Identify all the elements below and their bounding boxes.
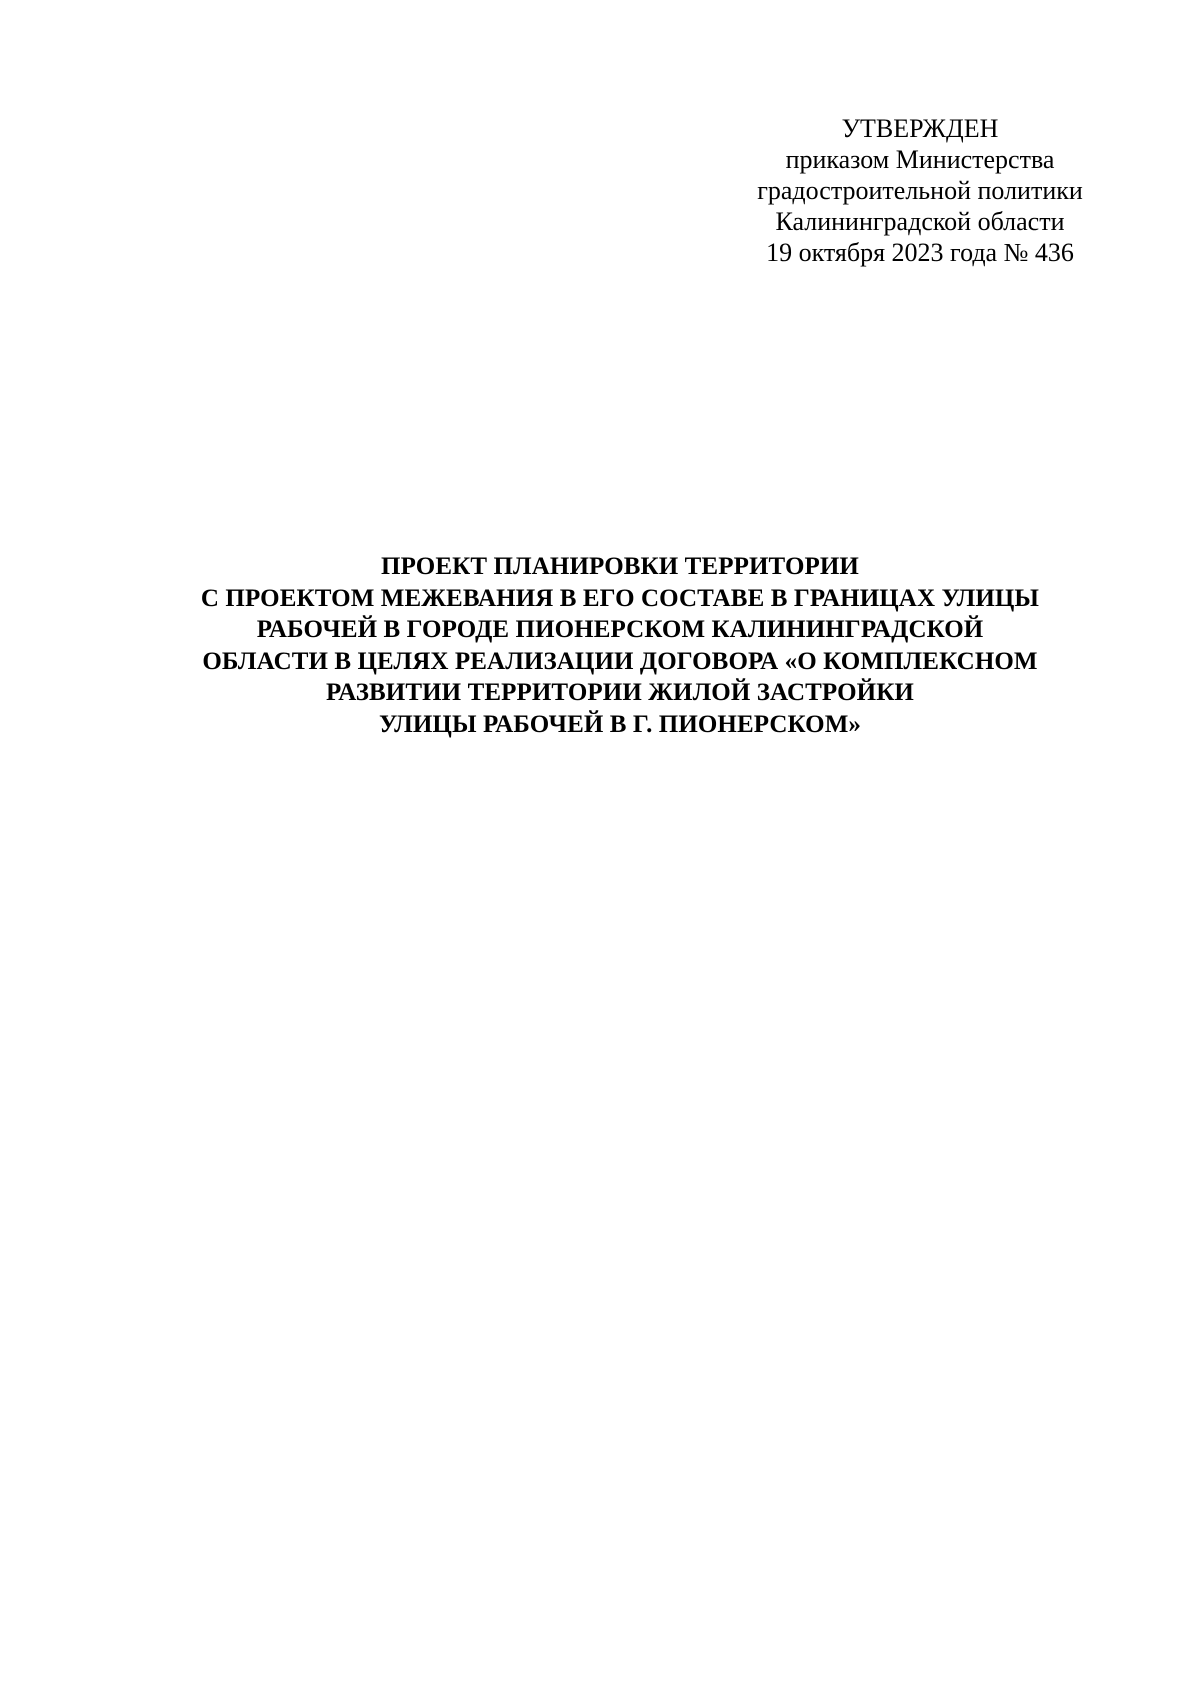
title-line: ПРОЕКТ ПЛАНИРОВКИ ТЕРРИТОРИИ	[381, 553, 859, 580]
title-line: УЛИЦЫ РАБОЧЕЙ В Г. ПИОНЕРСКОМ»	[378, 710, 862, 738]
approval-line: приказом Министерства	[785, 145, 1055, 174]
document-title	[150, 551, 1090, 740]
title-line: РАБОЧЕЙ В ГОРОДЕ ПИОНЕРСКОМ КАЛИНИНГРАДСКОЙ	[256, 616, 984, 643]
approval-line: Калининградской области	[775, 207, 1065, 236]
approval-date: 19 октября 2023 года № 436	[766, 238, 1074, 267]
title-line: ОБЛАСТИ В ЦЕЛЯХ РЕАЛИЗАЦИИ ДОГОВОРА «О КОМПЛЕКСНОМ	[202, 647, 1038, 675]
approval-heading: УТВЕРЖДЕН	[841, 114, 999, 143]
approval-line: градостроительной политики	[757, 176, 1083, 205]
approval-block	[730, 113, 1110, 268]
title-line: РАЗВИТИИ ТЕРРИТОРИИ ЖИЛОЙ ЗАСТРОЙКИ	[326, 679, 914, 706]
title-line: С ПРОЕКТОМ МЕЖЕВАНИЯ В ЕГО СОСТАВЕ В ГРАНИЦАХ УЛИЦЫ	[200, 584, 1040, 612]
